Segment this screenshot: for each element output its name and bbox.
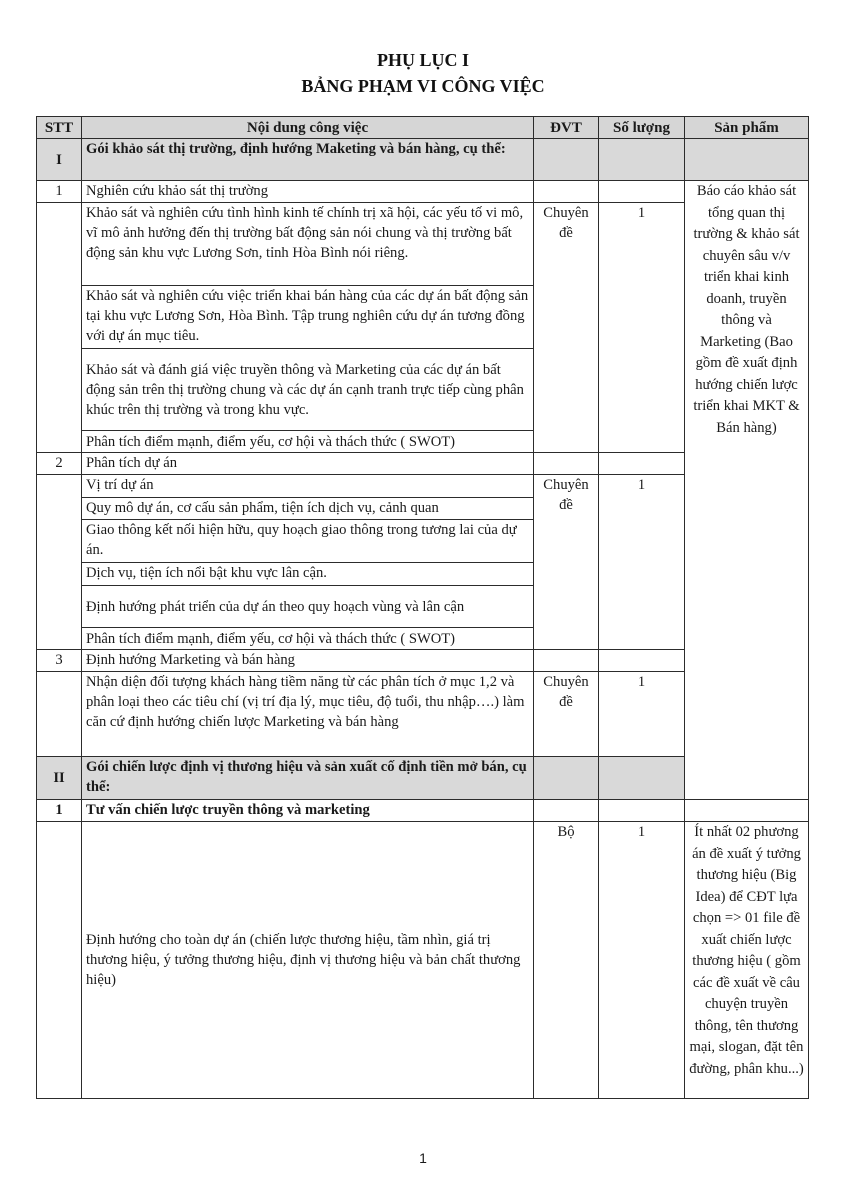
task-text: Định hướng phát triển của dự án theo quy hoạch vùng và lân cận — [82, 586, 534, 628]
empty-cell — [599, 757, 685, 800]
item-number: 1 — [37, 181, 82, 203]
task-text: Quy mô dự án, cơ cấu sản phẩm, tiện ích dịch vụ, cảnh quan — [82, 498, 534, 520]
item-number: 3 — [37, 650, 82, 672]
unit-cell: Bộ — [534, 822, 599, 1099]
appendix-title: PHỤ LỤC I — [376, 50, 469, 70]
page-number: 1 — [419, 1150, 427, 1166]
task-text: Dịch vụ, tiện ích nổi bật khu vực lân cận. — [82, 563, 534, 586]
header-qty: Số lượng — [599, 117, 685, 139]
header-product: Sản phẩm — [685, 117, 809, 139]
empty-cell — [37, 822, 82, 1099]
table-title: BẢNG PHẠM VI CÔNG VIỆC — [301, 76, 545, 96]
empty-cell — [599, 139, 685, 181]
header-row — [37, 117, 809, 139]
empty-cell — [534, 650, 599, 672]
task-text: Khảo sát và nghiên cứu tình hình kinh tế chính trị xã hội, các yếu tố vi mô, vĩ mô ảnh hưởng đến thị trường bất động sản nói chung và thị trường bất động sản khu vực Lương Sơn, tỉnh Hòa Bình nói riêng. — [82, 203, 534, 286]
unit-cell: Chuyên đề — [534, 475, 599, 650]
unit-cell: Chuyên đề — [534, 203, 599, 453]
unit-cell: Chuyên đề — [534, 672, 599, 757]
item-row — [37, 800, 809, 822]
header-stt: STT — [37, 117, 82, 139]
empty-cell — [599, 453, 685, 475]
task-text: Định hướng cho toàn dự án (chiến lược thương hiệu, tầm nhìn, giá trị thương hiệu, ý tưởng thương hiệu, định vị thương hiệu và bản chất thương hiệu) — [82, 822, 534, 1099]
item-row — [37, 181, 809, 203]
qty-cell: 1 — [599, 822, 685, 1099]
item-title: Định hướng Marketing và bán hàng — [82, 650, 534, 672]
product-cell: Ít nhất 02 phương án đề xuất ý tưởng thương hiệu (Big Idea) để CĐT lựa chọn => 01 file đề xuất chiến lược thương hiệu ( gồm các đề xuất về câu chuyện truyền thông, tên thương mại, slogan, đặt tên đường, phân khu...) — [685, 822, 809, 1099]
empty-cell — [534, 453, 599, 475]
task-text: Vị trí dự án — [82, 475, 534, 498]
empty-cell — [534, 139, 599, 181]
section-row — [37, 139, 809, 181]
section-number: I — [37, 139, 82, 181]
empty-cell — [534, 181, 599, 203]
task-row — [37, 822, 809, 1099]
qty-cell: 1 — [599, 672, 685, 757]
scope-of-work-table — [36, 116, 809, 1099]
item-title: Phân tích dự án — [82, 453, 534, 475]
empty-cell — [534, 757, 599, 800]
product-cell: Báo cáo khảo sát tổng quan thị trường & khảo sát chuyên sâu v/v triển khai kinh doanh, truyền thông và Marketing (Bao gồm đề xuất định hướng chiến lược triển khai MKT & Bán hàng) — [685, 181, 809, 800]
task-text: Giao thông kết nối hiện hữu, quy hoạch giao thông trong tương lai của dự án. — [82, 520, 534, 563]
item-number: 1 — [37, 800, 82, 822]
section-number: II — [37, 757, 82, 800]
item-title: Tư vấn chiến lược truyền thông và marketing — [82, 800, 534, 822]
task-text: Khảo sát và đánh giá việc truyền thông và Marketing của các dự án bất động sản trên thị trường chung và các dự án cạnh tranh trực tiếp cùng phân khúc trên thị trường và trong khu vực. — [82, 349, 534, 431]
qty-cell: 1 — [599, 475, 685, 650]
empty-cell — [685, 800, 809, 822]
empty-cell — [599, 800, 685, 822]
empty-cell — [534, 800, 599, 822]
empty-cell — [37, 203, 82, 453]
empty-cell — [599, 650, 685, 672]
header-unit: ĐVT — [534, 117, 599, 139]
item-number: 2 — [37, 453, 82, 475]
qty-cell: 1 — [599, 203, 685, 453]
empty-cell — [37, 475, 82, 650]
task-text: Khảo sát và nghiên cứu việc triển khai bán hàng của các dự án bất động sản tại khu vực Lương Sơn, Hòa Bình. Tập trung nghiên cứu dự án tương đồng với dự án mục tiêu. — [82, 286, 534, 349]
section-title: Gói chiến lược định vị thương hiệu và sản xuất cố định tiền mở bán, cụ thể: — [82, 757, 534, 800]
header-content: Nội dung công việc — [82, 117, 534, 139]
task-text: Phân tích điểm mạnh, điểm yếu, cơ hội và thách thức ( SWOT) — [82, 431, 534, 453]
section-title: Gói khảo sát thị trường, định hướng Maketing và bán hàng, cụ thể: — [82, 139, 534, 181]
task-text: Phân tích điểm mạnh, điểm yếu, cơ hội và thách thức ( SWOT) — [82, 628, 534, 650]
empty-cell — [599, 181, 685, 203]
item-title: Nghiên cứu khảo sát thị trường — [82, 181, 534, 203]
empty-cell — [37, 672, 82, 757]
task-text: Nhận diện đối tượng khách hàng tiềm năng từ các phân tích ở mục 1,2 và phân loại theo các tiêu chí (vị trí địa lý, mục tiêu, độ tuổi, thu nhập….) làm căn cứ định hướng chiến lược Marketing và bán hàng — [82, 672, 534, 757]
empty-cell — [685, 139, 809, 181]
